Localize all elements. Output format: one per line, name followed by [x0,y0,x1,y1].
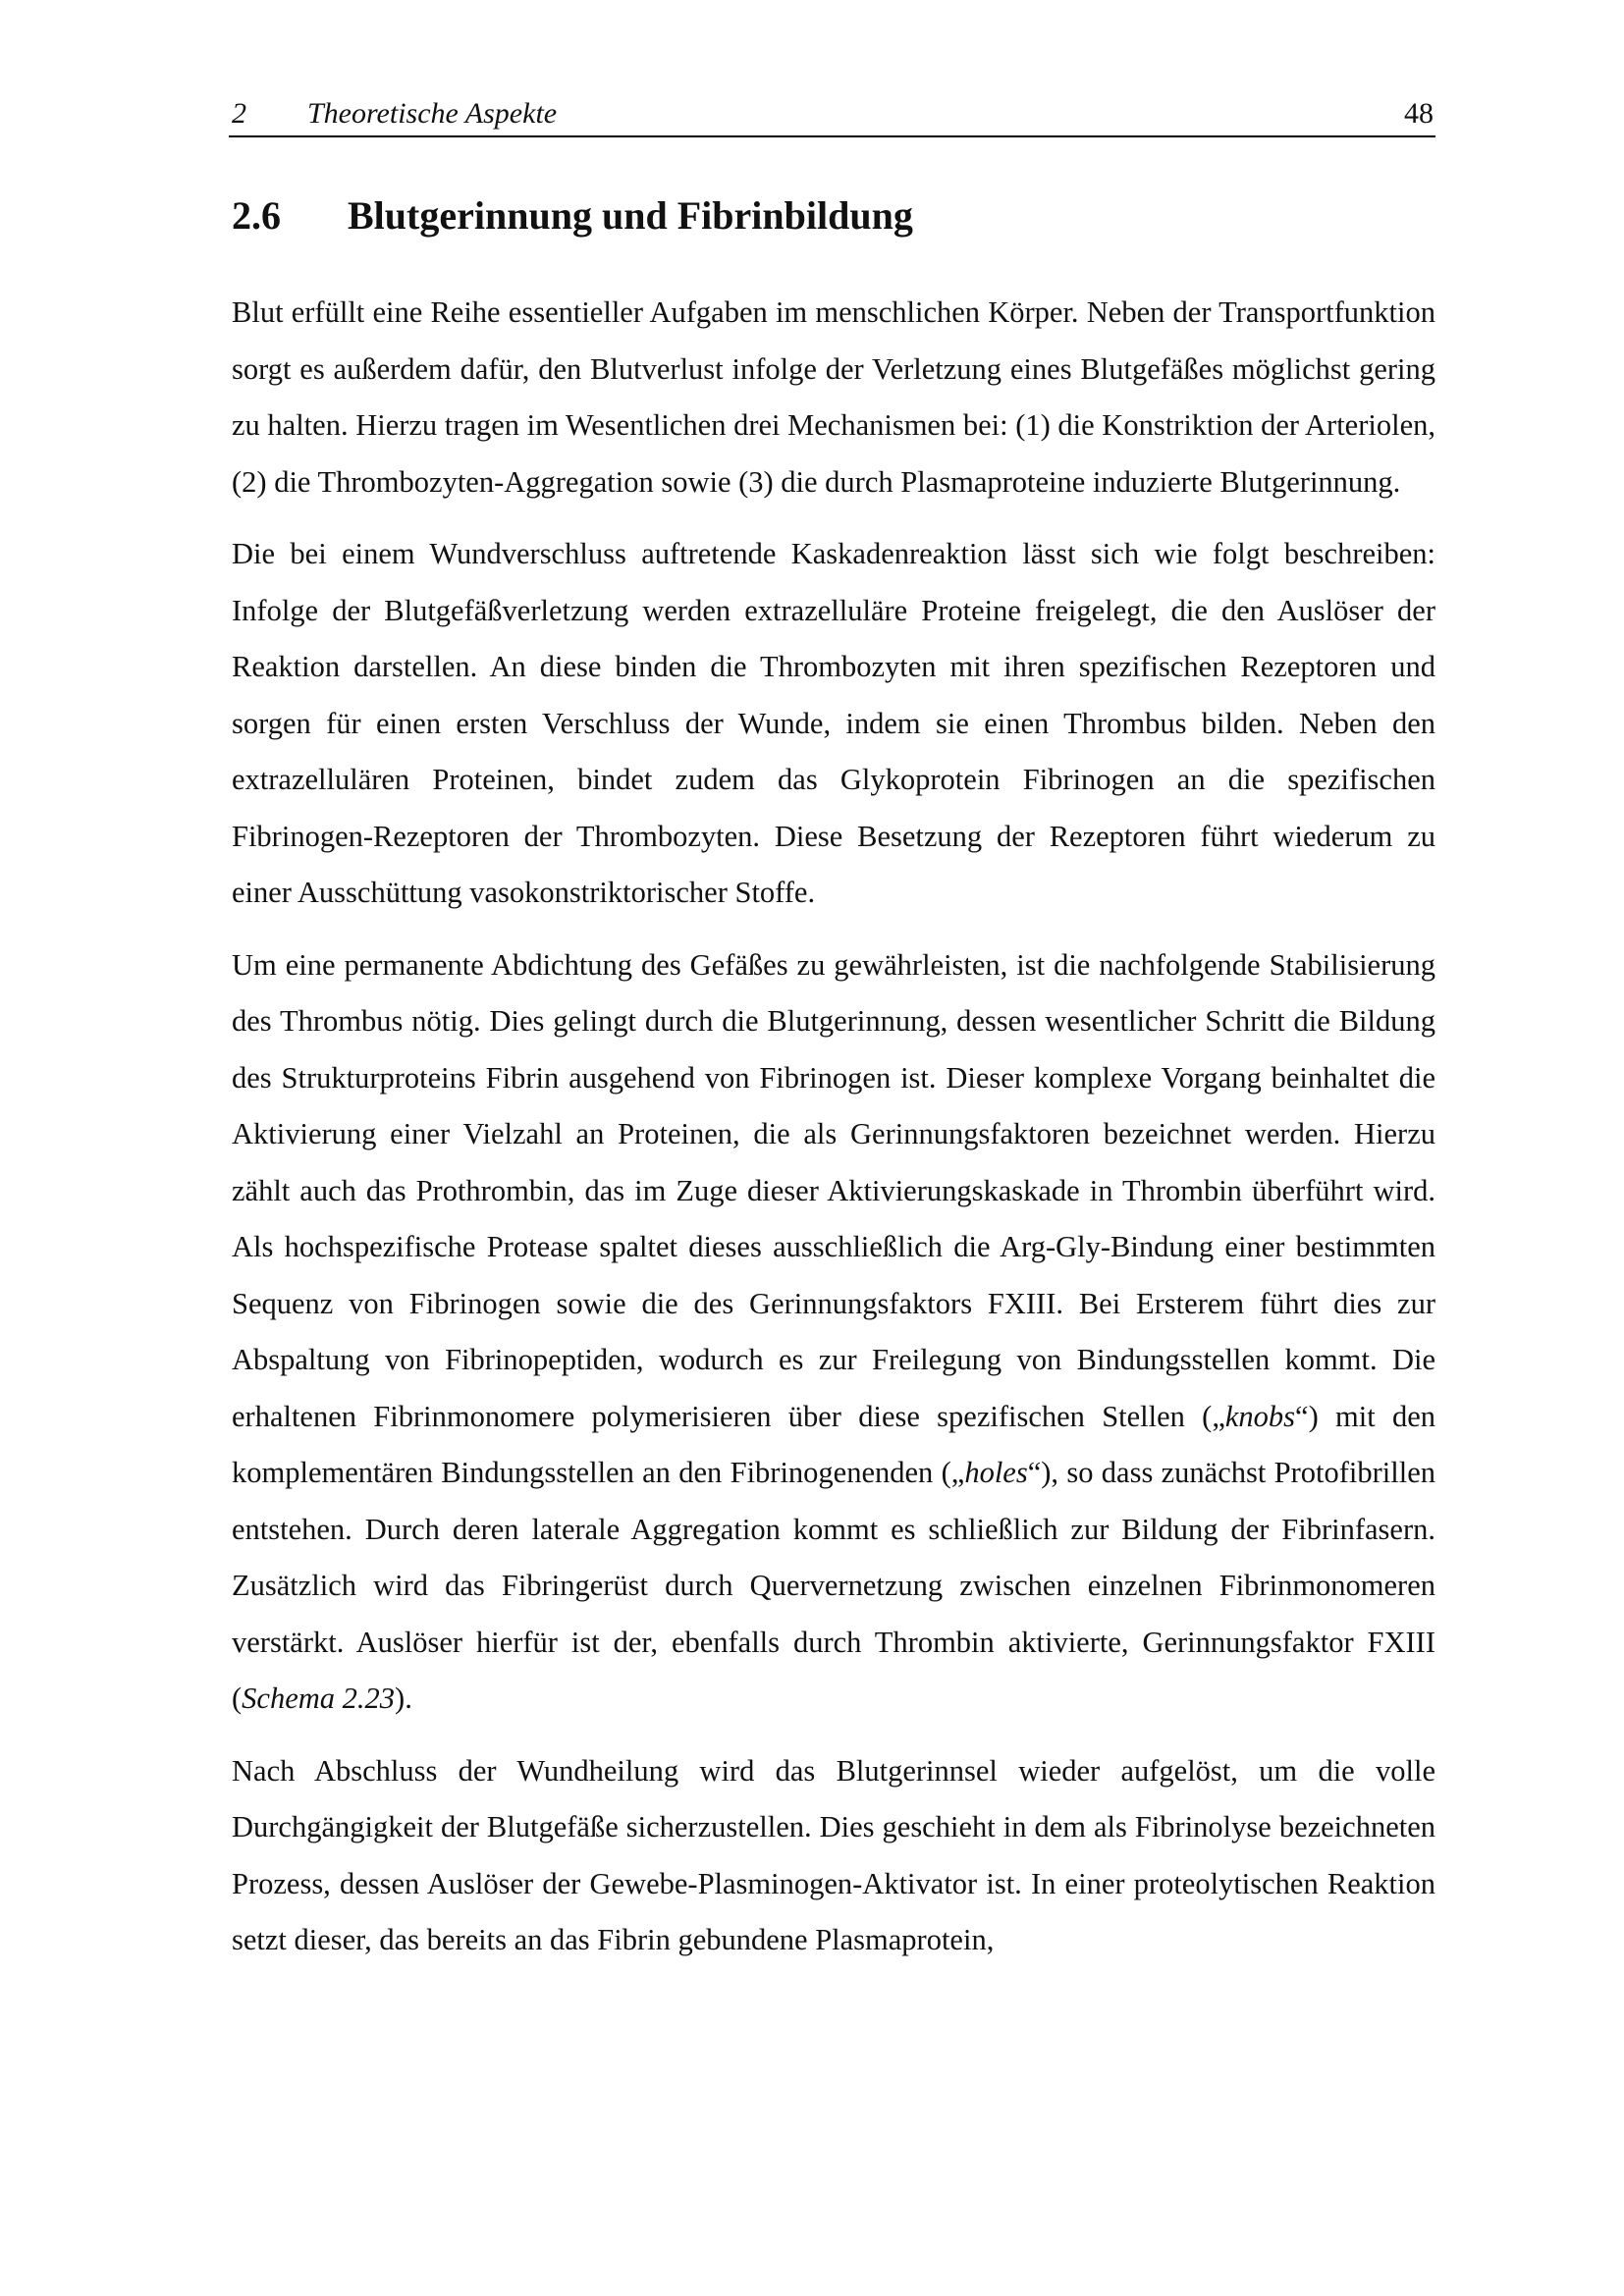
header-chapter-number: 2 [232,97,246,130]
schema-reference: Schema 2.23 [242,1682,396,1715]
paragraph-2: Die bei einem Wundverschluss auftretende Kaskadenreaktion lässt sich wie folgt beschreiben: Infolge der Blutgefäßverletzung werden extrazelluläre Proteine freigelegt, die den Auslöser der Reaktion darstellen. An diese binden die Thrombozyten mit ihren spezifischen Rezeptoren und sorgen für einen ersten Verschluss der Wunde, indem sie einen Thrombus bilden. Neben den extrazellulären Proteinen, bindet zudem das Glykoprotein Fibrinogen an die spezifischen Fibrinogen-Rezeptoren der Thrombozyten. Diese Besetzung der Rezeptoren führt wiederum zu einer Ausschüttung vasokonstriktorischer Stoffe. [232,537,1435,909]
paragraph-3-text-a: Um eine permanente Abdichtung des Gefäßes zu gewährleisten, ist die nachfolgende Stabilisierung des Thrombus nötig. Dies gelingt durch die Blutgerinnung, dessen wesentlicher Schritt die Bildung des Strukturproteins Fibrin ausgehend von Fibrinogen ist. Dieser komplexe Vorgang beinhaltet die Aktivierung einer Vielzahl an Proteinen, die als Gerinnungsfaktoren bezeichnet werden. Hierzu zählt auch das Prothrombin, das im Zuge dieser Aktivierungskaskade in Thrombin überführt wird. Als hochspezifische Protease spaltet dieses ausschließlich die Arg-Gly-Bindung einer bestimmten Sequenz von Fibrinogen sowie die des Gerinnungsfaktors FXIII. Bei Ersterem führt dies zur Abspaltung von Fibrinopeptiden, wodurch es zur Freilegung von Bindungsstellen kommt. Die erhaltenen Fibrinmonomere polymerisieren über diese spezifischen Stellen („ [232,947,1435,1433]
paragraph-3-text-b: “) mit den komplementären Bindungsstellen an den Fibrinogenenden („ [232,1399,1435,1489]
section-title: Blutgerinnung und Fibrinbildung [348,193,913,238]
term-holes: holes [964,1456,1028,1489]
body-text [232,285,1435,1985]
paragraph-3-text-d: ). [395,1682,412,1715]
section-heading [232,191,1435,240]
section-number: 2.6 [232,193,281,238]
paragraph-1: Blut erfüllt eine Reihe essentieller Aufgaben im menschlichen Körper. Neben der Transportfunktion sorgt es außerdem dafür, den Blutverlust infolge der Verletzung eines Blutgefäßes möglichst gering zu halten. Hierzu tragen im Wesentlichen drei Mechanismen bei: (1) die Konstriktion der Arteriolen, (2) die Thrombozyten-Aggregation sowie (3) die durch Plasmaproteine induzierte Blutgerinnung. [232,295,1435,499]
running-header [229,96,1435,137]
header-chapter-title: Theoretische Aspekte [307,97,558,130]
page-number: 48 [1404,97,1434,130]
paragraph-3 [232,937,1435,1728]
term-knobs: knobs [1224,1399,1296,1433]
paragraph-4: Nach Abschluss der Wundheilung wird das Blutgerinnsel wieder aufgelöst, um die volle Durchgängigkeit der Blutgefäße sicherzustellen. Dies geschieht in dem als Fibrinolyse bezeichneten Prozess, dessen Auslöser der Gewebe-Plasminogen-Aktivator ist. In einer proteolytischen Reaktion setzt dieser, das bereits an das Fibrin gebundene Plasmaprotein, [232,1753,1435,1956]
paragraph-3-text-c: “), so dass zunächst Protofibrillen entstehen. Durch deren laterale Aggregation kommt es schließlich zur Bildung der Fibrinfasern. Zusätzlich wird das Fibringerüst durch Quervernetzung zwischen einzelnen Fibrinmonomeren verstärkt. Auslöser hierfür ist der, ebenfalls durch Thrombin aktivierte, Gerinnungsfaktor FXIII ( [232,1456,1435,1715]
